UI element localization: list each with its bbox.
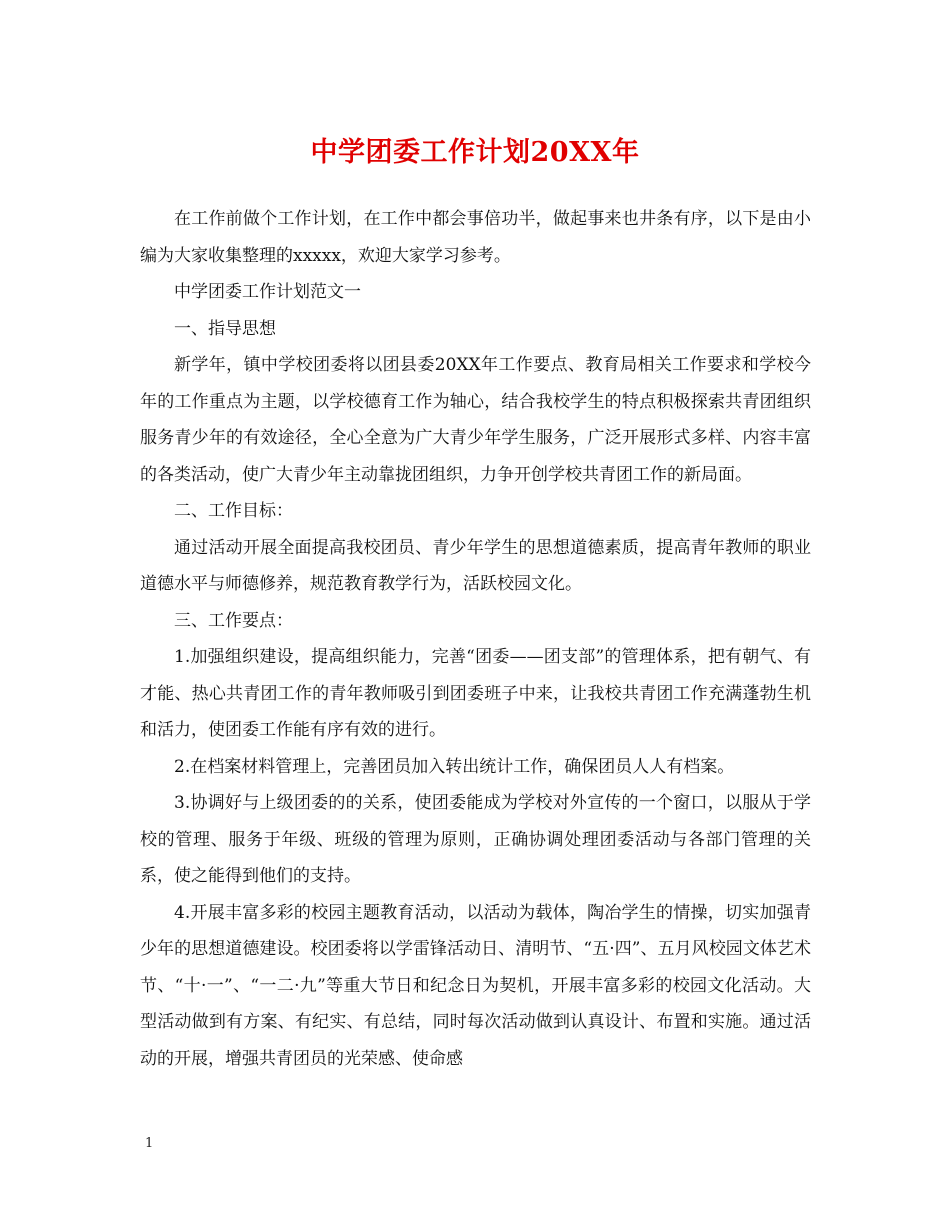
document-body (140, 201, 811, 1077)
page-number: 1 (145, 1136, 154, 1151)
document-title: 中学团委工作计划20XX年 (310, 137, 640, 168)
work-point-2: 2.在档案材料管理上，完善团员加入转出统计工作，确保团员人人有档案。 (174, 756, 735, 777)
section-heading-sample-one: 中学团委工作计划范文一 (174, 282, 361, 302)
section-heading-work-goals: 二、工作目标： (174, 501, 293, 521)
work-point-1: 1.加强组织建设，提高组织能力，完善“团委——团支部”的管理体系，把有朝气、有才能、热心共青团工作的青年教师吸引到团委班子中来，让我校共青团工作充满蓬勃生机和活力，使团委工作能有序有效的进行。 (140, 647, 811, 740)
intro-paragraph: 在工作前做个工作计划，在工作中都会事倍功半，做起事来也井条有序，以下是由小编为大家收集整理的xxxxx，欢迎大家学习参考。 (140, 209, 811, 266)
section-heading-guiding-thought: 一、指导思想 (174, 318, 276, 339)
section-heading-work-points: 三、工作要点： (174, 610, 293, 631)
work-point-3: 3.协调好与上级团委的的关系，使团委能成为学校对外宣传的一个窗口，以服从于学校的管理、服务于年级、班级的管理为原则，正确协调处理团委活动与各部门管理的关系，使之能得到他们的支持。 (140, 793, 811, 886)
work-point-4: 4.开展丰富多彩的校园主题教育活动，以活动为载体，陶冶学生的情操，切实加强青少年的思想道德建设。校团委将以学雷锋活动日、清明节、“五·四”、五月风校园文体艺术节、“十·一”、“一二·九”等重大节日和纪念日为契机，开展丰富多彩的校园文化活动。大型活动做到有方案、有纪实、有总结，同时每次活动做到认真设计、布置和实施。通过活动的开展，增强共青团员的光荣感、使命感 (140, 902, 811, 1069)
guiding-thought-paragraph: 新学年，镇中学校团委将以团县委20XX年工作要点、教育局相关工作要求和学校今年的工作重点为主题，以学校德育工作为轴心，结合我校学生的特点积极探索共青团组织服务青少年的有效途径，全心全意为广大青少年学生服务，广泛开展形式多样、内容丰富的各类活动，使广大青少年主动靠拢团组织，力争开创学校共青团工作的新局面。 (140, 355, 811, 485)
work-goals-paragraph: 通过活动开展全面提高我校团员、青少年学生的思想道德素质，提高青年教师的职业道德水平与师德修养，规范教育教学行为，活跃校园文化。 (140, 537, 811, 594)
